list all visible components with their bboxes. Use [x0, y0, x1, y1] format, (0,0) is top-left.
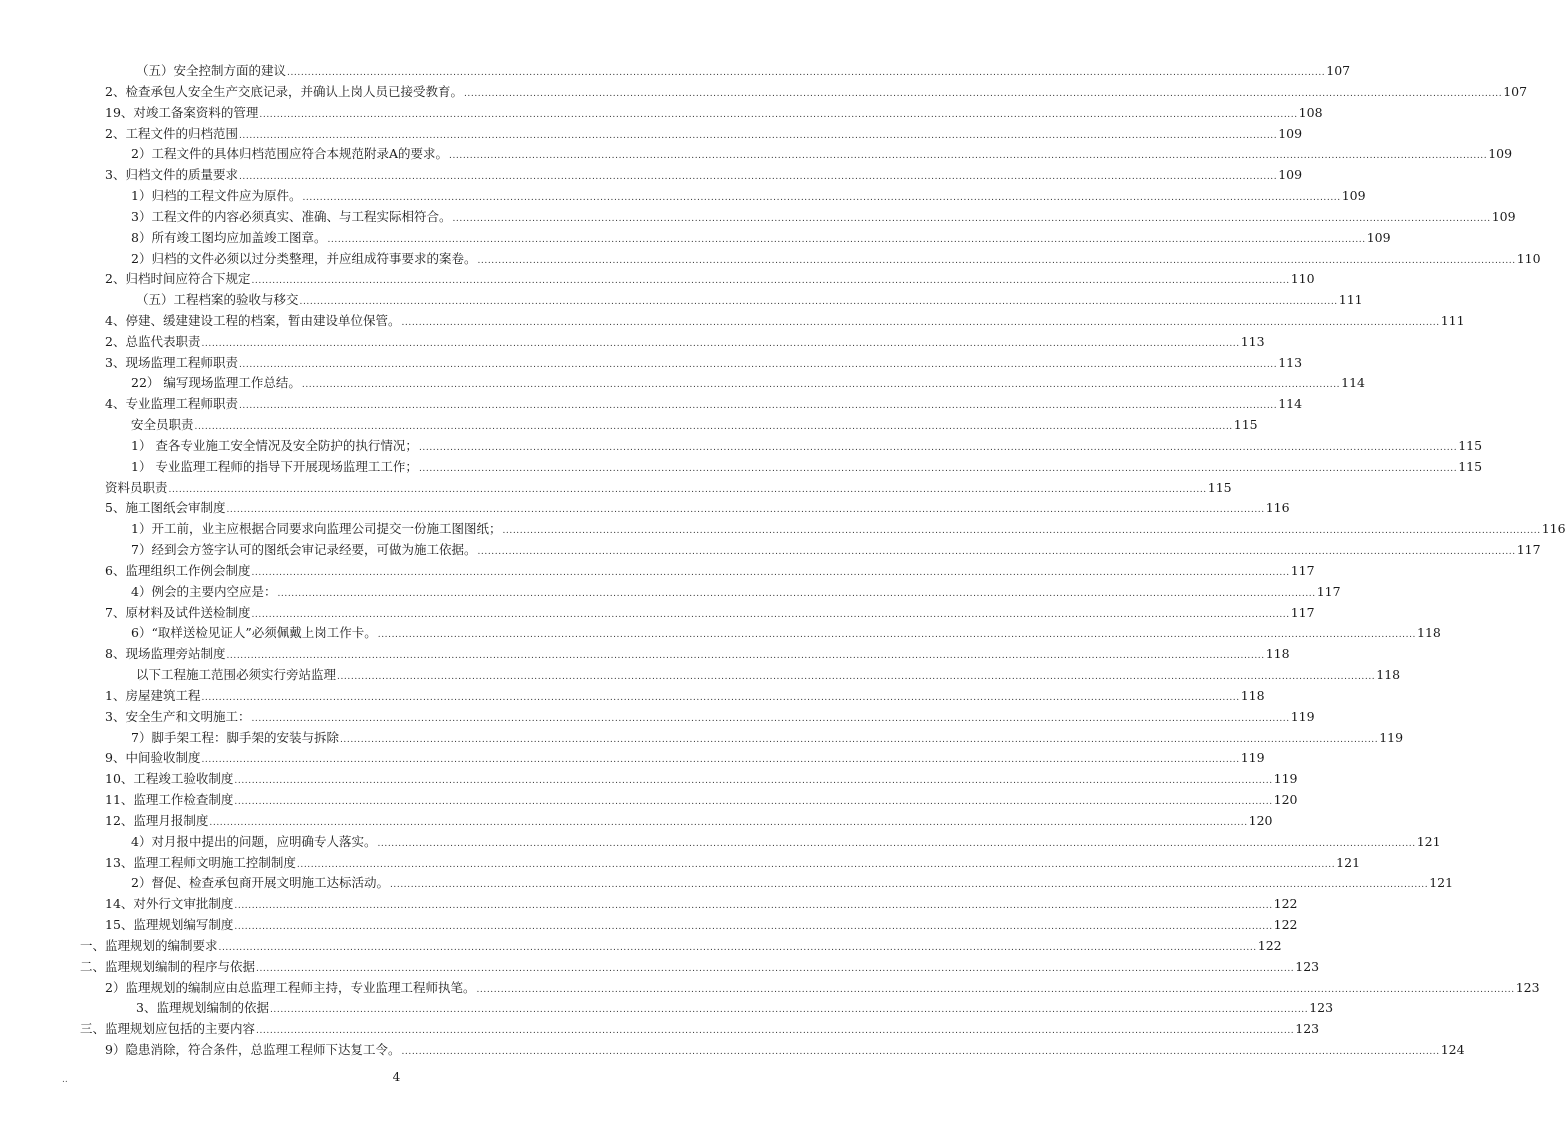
toc-entry-title: （五）工程档案的验收与移交 — [136, 292, 299, 308]
toc-entry[interactable] — [131, 436, 1483, 456]
toc-entry-page: 109 — [1341, 188, 1366, 203]
toc-entry-title: 安全员职责 — [131, 417, 194, 433]
toc-entry-title: 8、现场监理旁站制度 — [105, 646, 226, 662]
toc-dot-leader: ............................................................................................................................................................................................................................................................................................................ — [269, 1005, 1309, 1016]
toc-dot-leader: ............................................................................................................................................................................................................................................................................................................ — [477, 547, 1516, 558]
toc-dot-leader: ............................................................................................................................................................................................................................................................................................................ — [234, 776, 1273, 787]
toc-entry-page: 109 — [1278, 167, 1303, 183]
toc-entry[interactable] — [105, 853, 1361, 873]
toc-entry[interactable] — [136, 61, 1351, 81]
toc-entry[interactable] — [131, 457, 1483, 477]
toc-entry[interactable] — [131, 623, 1441, 643]
toc-entry-page: 122 — [1273, 896, 1298, 912]
toc-entry-title: 4）对月报中提出的问题，应明确专人落实。 — [131, 833, 377, 849]
toc-entry-page: 109 — [1488, 146, 1513, 162]
toc-dot-leader: ............................................................................................................................................................................................................................................................................................................ — [401, 318, 1440, 328]
page-number: 4 — [392, 1070, 401, 1084]
toc-entry[interactable] — [105, 165, 1303, 185]
toc-dot-leader: ............................................................................................................................................................................................................................................................................................................ — [301, 380, 1341, 391]
toc-entry-title: 2、归档时间应符合下规定 — [105, 271, 251, 287]
toc-entry-page: 115 — [1458, 437, 1483, 453]
toc-entry[interactable] — [131, 186, 1366, 206]
toc-entry-title: 2）工程文件的具体归档范围应符合本规范附录A的要求。 — [131, 146, 448, 162]
toc-dot-leader: ............................................................................................................................................................................................................................................................................................................ — [463, 88, 1503, 99]
toc-entry-page: 111 — [1440, 313, 1465, 328]
toc-entry-page: 124 — [1440, 1042, 1465, 1057]
toc-dot-leader: ............................................................................................................................................................................................................................................................................................................ — [238, 130, 1278, 141]
toc-entry[interactable] — [105, 978, 1540, 998]
toc-entry[interactable] — [105, 498, 1290, 518]
toc-entry-page: 123 — [1295, 1021, 1320, 1037]
toc-dot-leader: ............................................................................................................................................................................................................................................................................................................ — [502, 526, 1541, 537]
toc-entry-title: 1）开工前，业主应根据合同要求向监理公司提交一份施工图图纸； — [131, 521, 502, 537]
toc-dot-leader: ............................................................................................................................................................................................................................................................................................................ — [377, 838, 1416, 849]
toc-dot-leader: ............................................................................................................................................................................................................................................................................................................ — [259, 109, 1298, 120]
toc-entry[interactable] — [131, 540, 1541, 560]
toc-entry[interactable] — [131, 228, 1391, 248]
toc-entry-title: 5、施工图纸会审制度 — [105, 500, 226, 516]
toc-dot-leader: ............................................................................................................................................................................................................................................................................................................ — [201, 692, 1240, 703]
toc-entry-title: 6、监理组织工作例会制度 — [105, 562, 251, 578]
toc-dot-leader: ............................................................................................................................................................................................................................................................................................................ — [448, 151, 1488, 162]
toc-entry-page: 111 — [1338, 292, 1363, 308]
toc-entry-page: 118 — [1417, 625, 1441, 641]
toc-dot-leader: ............................................................................................................................................................................................................................................................................................................ — [238, 401, 1278, 412]
toc-dot-leader: ............................................................................................................................................................................................................................................................................................................ — [251, 276, 1290, 287]
toc-entry-title: 3、安全生产和文明施工： — [105, 708, 251, 724]
toc-entry[interactable] — [131, 373, 1365, 393]
toc-entry-title: 2、检查承包人安全生产交底记录，并确认上岗人员已接受教育。 — [105, 83, 463, 99]
toc-entry-page: 109 — [1278, 125, 1303, 141]
toc-entry-page: 123 — [1295, 958, 1320, 974]
toc-entry[interactable] — [105, 915, 1298, 935]
toc-entry-title: 3、监理规划编制的依据 — [136, 1000, 269, 1016]
toc-entry-page: 120 — [1248, 812, 1273, 828]
toc-entry[interactable] — [105, 394, 1303, 414]
toc-entry-page: 123 — [1309, 1000, 1334, 1016]
toc-entry-title: 2）监理规划的编制应由总监理工程师主持，专业监理工程师执笔。 — [105, 979, 476, 995]
toc-entry-page: 109 — [1366, 229, 1391, 245]
toc-entry[interactable] — [105, 103, 1323, 123]
toc-entry[interactable] — [105, 1040, 1465, 1060]
toc-entry[interactable] — [105, 811, 1273, 831]
toc-entry-title: 19、对竣工备案资料的管理 — [105, 104, 259, 120]
toc-entry-title: 9、中间验收制度 — [105, 750, 201, 766]
toc-dot-leader: ............................................................................................................................................................................................................................................................................................................ — [234, 797, 1273, 807]
toc-entry-page: 117 — [1290, 604, 1315, 620]
toc-entry-title: 1）归档的工程文件应为原件。 — [131, 188, 302, 203]
toc-entry-title: 15、监理规划编写制度 — [105, 917, 234, 932]
toc-dot-leader: ............................................................................................................................................................................................................................................................................................................ — [218, 942, 1257, 953]
toc-dot-leader: ............................................................................................................................................................................................................................................................................................................ — [277, 588, 1316, 599]
toc-entry[interactable] — [131, 415, 1258, 435]
toc-entry-page: 122 — [1257, 937, 1282, 953]
toc-entry[interactable] — [131, 873, 1454, 893]
toc-entry[interactable] — [105, 748, 1265, 768]
toc-dot-leader: ............................................................................................................................................................................................................................................................................................................ — [226, 505, 1265, 516]
toc-entry-page: 110 — [1290, 271, 1315, 287]
toc-dot-leader: ............................................................................................................................................................................................................................................................................................................ — [418, 463, 1458, 474]
toc-dot-leader: ............................................................................................................................................................................................................................................................................................................ — [209, 817, 1248, 828]
toc-dot-leader: ............................................................................................................................................................................................................................................................................................................ — [287, 68, 1326, 78]
toc-entry-title: 资料员职责 — [105, 479, 168, 495]
toc-entry[interactable] — [131, 144, 1513, 164]
toc-entry-page: 109 — [1491, 208, 1516, 224]
toc-dot-leader: ............................................................................................................................................................................................................................................................................................................ — [226, 651, 1265, 662]
toc-entry-title: 4）例会的主要内空应是： — [131, 583, 277, 599]
toc-entry-title: 7）经到会方签字认可的图纸会审记录经要，可做为施工依据。 — [131, 542, 477, 558]
toc-entry-title: 7、原材料及试件送检制度 — [105, 604, 251, 620]
toc-entry[interactable] — [131, 832, 1441, 852]
toc-entry[interactable] — [131, 519, 1566, 539]
toc-entry[interactable] — [105, 707, 1315, 727]
toc-entry-title: 6）“取样送检见证人”必须佩戴上岗工作卡。 — [131, 625, 377, 641]
toc-dot-leader: ............................................................................................................................................................................................................................................................................................................ — [296, 859, 1336, 870]
toc-dot-leader: ............................................................................................................................................................................................................................................................................................................ — [251, 713, 1290, 724]
toc-entry[interactable] — [136, 290, 1363, 310]
toc-dot-leader: ............................................................................................................................................................................................................................................................................................................ — [234, 901, 1273, 912]
toc-entry[interactable] — [105, 894, 1298, 914]
toc-dot-leader: ............................................................................................................................................................................................................................................................................................................ — [476, 984, 1515, 995]
toc-entry[interactable] — [136, 998, 1334, 1018]
toc-entry[interactable] — [131, 582, 1341, 602]
toc-entry[interactable] — [105, 332, 1265, 352]
toc-dot-leader: ............................................................................................................................................................................................................................................................................................................ — [418, 442, 1458, 453]
toc-entry-page: 121 — [1416, 833, 1441, 849]
toc-entry-title: 14、对外行文审批制度 — [105, 896, 234, 912]
toc-entry[interactable] — [105, 269, 1315, 289]
toc-entry-page: 118 — [1376, 667, 1401, 683]
toc-entry-title: 2）归档的文件必须以过分类整理，并应组成符事要求的案卷。 — [131, 250, 477, 266]
toc-entry-title: 7）脚手架工程：脚手架的安装与拆除 — [131, 729, 339, 745]
toc-entry-page: 114 — [1278, 396, 1303, 412]
toc-entry-page: 115 — [1458, 458, 1483, 474]
toc-entry[interactable] — [80, 957, 1320, 977]
toc-dot-leader: ............................................................................................................................................................................................................................................................................................................ — [377, 630, 1416, 641]
toc-entry-title: 2、总监代表职责 — [105, 333, 201, 349]
toc-dot-leader: ............................................................................................................................................................................................................................................................................................................ — [389, 880, 1429, 891]
toc-entry-page: 107 — [1503, 83, 1528, 99]
toc-entry[interactable] — [105, 478, 1232, 498]
toc-entry[interactable] — [105, 790, 1298, 810]
toc-entry-title: 2、工程文件的归档范围 — [105, 125, 238, 141]
toc-dot-leader: ............................................................................................................................................................................................................................................................................................................ — [327, 234, 1366, 245]
toc-entry-title: 3、归档文件的质量要求 — [105, 167, 238, 183]
toc-entry[interactable] — [131, 207, 1516, 227]
toc-dot-leader: ............................................................................................................................................................................................................................................................................................................ — [302, 193, 1341, 203]
toc-entry-title: 10、工程竣工验收制度 — [105, 771, 234, 787]
toc-entry-title: 2）督促、检查承包商开展文明施工达标活动。 — [131, 875, 389, 891]
toc-dot-leader: ............................................................................................................................................................................................................................................................................................................ — [251, 609, 1290, 620]
toc-dot-leader: ............................................................................................................................................................................................................................................................................................................ — [251, 567, 1290, 578]
toc-dot-leader: ............................................................................................................................................................................................................................................................................................................ — [299, 297, 1338, 308]
toc-entry-page: 121 — [1429, 875, 1454, 891]
toc-entry-page: 116 — [1265, 500, 1290, 516]
toc-entry-title: 3、现场监理工程师职责 — [105, 354, 238, 370]
toc-dot-leader: ............................................................................................................................................................................................................................................................................................................ — [256, 963, 1295, 974]
toc-entry-title: 一、监理规划的编制要求 — [80, 937, 218, 953]
toc-dot-leader: ............................................................................................................................................................................................................................................................................................................ — [339, 734, 1379, 745]
toc-entry[interactable] — [131, 249, 1541, 269]
toc-entry-page: 108 — [1298, 104, 1323, 120]
toc-entry-page: 123 — [1515, 979, 1540, 995]
toc-entry-title: 9）隐患消除，符合条件，总监理工程师下达复工令。 — [105, 1042, 401, 1057]
toc-entry-title: 1） 查各专业施工安全情况及安全防护的执行情况； — [131, 437, 418, 453]
toc-entry[interactable] — [105, 353, 1303, 373]
toc-entry-title: 以下工程施工范围必须实行旁站监理 — [136, 667, 337, 683]
toc-entry[interactable] — [105, 644, 1290, 664]
toc-entry-title: 三、监理规划应包括的主要内容 — [80, 1021, 256, 1037]
toc-entry[interactable] — [105, 603, 1315, 623]
toc-entry-page: 118 — [1240, 687, 1265, 703]
toc-entry-page: 110 — [1516, 250, 1541, 266]
toc-entry-page: 119 — [1240, 750, 1265, 766]
toc-entry-page: 120 — [1273, 792, 1298, 807]
toc-dot-leader: ............................................................................................................................................................................................................................................................................................................ — [477, 255, 1516, 266]
footer-mark: .. — [62, 1075, 68, 1085]
toc-dot-leader: ............................................................................................................................................................................................................................................................................................................ — [337, 672, 1376, 683]
toc-entry-page: 119 — [1273, 771, 1298, 787]
toc-entry-title: 4、专业监理工程师职责 — [105, 396, 238, 412]
toc-entry-page: 119 — [1379, 729, 1404, 745]
toc-entry-title: 12、监理月报制度 — [105, 812, 209, 828]
toc-entry-page: 114 — [1341, 375, 1365, 391]
toc-dot-leader: ............................................................................................................................................................................................................................................................................................................ — [168, 484, 1207, 495]
toc-entry[interactable] — [105, 82, 1528, 102]
toc-dot-leader: ............................................................................................................................................................................................................................................................................................................ — [256, 1026, 1295, 1037]
toc-dot-leader: ............................................................................................................................................................................................................................................................................................................ — [234, 922, 1273, 932]
toc-entry[interactable] — [105, 769, 1298, 789]
toc-entry-page: 107 — [1326, 63, 1351, 78]
toc-entry-page: 113 — [1240, 333, 1265, 349]
toc-entry-page: 115 — [1207, 479, 1232, 495]
toc-dot-leader: ............................................................................................................................................................................................................................................................................................................ — [238, 359, 1278, 370]
toc-entry-title: 二、监理规划编制的程序与依据 — [80, 958, 256, 974]
toc-entry-title: 3）工程文件的内容必须真实、准确、与工程实际相符合。 — [131, 208, 452, 224]
toc-dot-leader: ............................................................................................................................................................................................................................................................................................................ — [194, 422, 1233, 433]
toc-entry[interactable] — [105, 124, 1303, 144]
toc-entry-title: 1、房屋建筑工程 — [105, 687, 201, 703]
toc-entry[interactable] — [136, 665, 1401, 685]
toc-entry-title: 13、监理工程师文明施工控制制度 — [105, 854, 296, 870]
toc-entry[interactable] — [80, 1019, 1320, 1039]
toc-dot-leader: ............................................................................................................................................................................................................................................................................................................ — [201, 755, 1240, 766]
toc-entry-page: 117 — [1290, 562, 1315, 578]
toc-entry-page: 121 — [1336, 854, 1361, 870]
toc-entry-page: 119 — [1290, 708, 1315, 724]
toc-entry[interactable] — [105, 686, 1265, 706]
toc-entry-title: 1） 专业监理工程师的指导下开展现场监理工工作； — [131, 458, 418, 474]
toc-entry-title: 4、停建、缓建建设工程的档案，暂由建设单位保管。 — [105, 313, 401, 328]
toc-dot-leader: ............................................................................................................................................................................................................................................................................................................ — [238, 172, 1278, 183]
toc-entry[interactable] — [80, 936, 1282, 956]
toc-entry[interactable] — [105, 311, 1465, 331]
toc-entry-title: 8）所有竣工图均应加盖竣工图章。 — [131, 229, 327, 245]
toc-entry-title: 11、监理工作检查制度 — [105, 792, 234, 807]
toc-dot-leader: ............................................................................................................................................................................................................................................................................................................ — [401, 1047, 1440, 1057]
toc-entry-page: 118 — [1265, 646, 1290, 662]
toc-entry-page: 115 — [1233, 417, 1258, 433]
toc-entry[interactable] — [105, 561, 1315, 581]
toc-entry-page: 113 — [1278, 354, 1303, 370]
toc-entry-page: 116 — [1541, 521, 1566, 537]
toc-entry-title: 22） 编写现场监理工作总结。 — [131, 375, 301, 391]
toc-entry[interactable] — [131, 728, 1404, 748]
toc-dot-leader: ............................................................................................................................................................................................................................................................................................................ — [452, 213, 1491, 224]
toc-entry-page: 117 — [1516, 542, 1541, 558]
toc-entry-page: 117 — [1316, 583, 1341, 599]
toc-entry-page: 122 — [1273, 917, 1298, 932]
toc-dot-leader: ............................................................................................................................................................................................................................................................................................................ — [201, 338, 1240, 349]
toc-entry-title: （五）安全控制方面的建议 — [136, 63, 287, 78]
